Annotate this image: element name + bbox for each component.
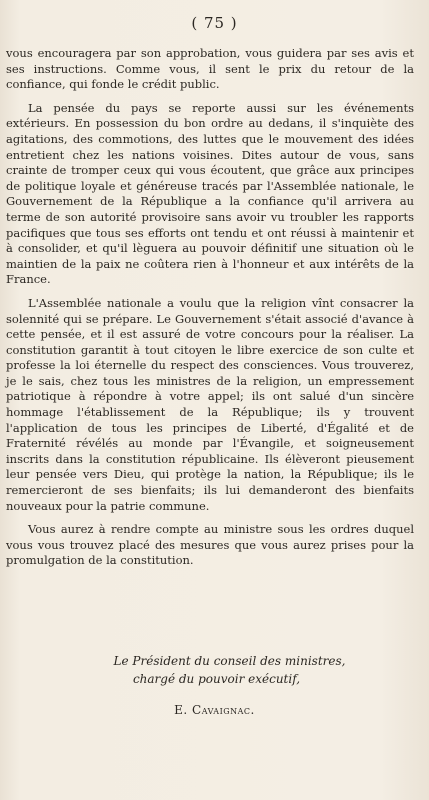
paragraph: Vous aurez à rendre compte au ministre sous les ordres duquel vous vous trouvez placé des mesures que vous aurez prises pour la promulgation de la constitution. [6, 522, 414, 568]
paragraph: La pensée du pays se reporte aussi sur les événements extérieurs. En possession du bon ordre au dedans, il s'inquiète des agitations, des commotions, des luttes que le mouvement des idées entretient chez les nations voisines. Dites autour de vous, sans crainte de tromper ceux qui vous écoutent, que grâce aux principes de politique loyale et généreuse tracés par l'Assemblée nationale, le Gouvernement de la République a la confiance qu'il arrivera au terme de son autorité provisoire sans avoir vu troubler les rapports pacifiques que tous ses efforts ont tendu et ont réussi à maintenir et à consolider, et qu'il lèguera au pouvoir définitif une situation où le maintien de la paix ne coûtera rien à l'honneur et aux intérêts de la France. [6, 100, 414, 287]
closing-line-2: chargé du pouvoir exécutif, [132, 672, 301, 686]
closing-title [0, 652, 429, 688]
signature: E. Cavaignac. [174, 703, 255, 717]
closing-line-1: Le Président du conseil des ministres, [113, 654, 346, 668]
paragraph: vous encouragera par son approbation, vous guidera par ses avis et ses instructions. Comme vous, il sent le prix du retour de la confiance, qui fonde le crédit public. [6, 46, 414, 92]
paragraph: L'Assemblée nationale a voulu que la religion vînt consacrer la solennité qui se prépare. Le Gouvernement s'était associé d'avance à cette pensée, et il est assuré de votre concours pour la réaliser. La constitution garantit à tout citoyen le libre exercice de son culte et professe la loi éternelle du respect des consciences. Vous trouverez, je le sais, chez tous les ministres de la religion, un empressement patriotique à répondre à votre appel; ils ont salué d'un sincère hommage l'établissement de la République; ils y trouvent l'application de tous les principes de Liberté, d'Égalité et de Fraternité révélés au monde par l'Évangile, et soigneusement inscrits dans la constitution républicaine. Ils élèveront pieusement leur pensée vers Dieu, qui protège la nation, la République; ils le remercieront de ses bienfaits; ils lui demanderont des bienfaits nouveaux pour la patrie commune. [6, 295, 414, 513]
body-text [6, 46, 414, 577]
page-number: ( 75 ) [191, 14, 238, 32]
